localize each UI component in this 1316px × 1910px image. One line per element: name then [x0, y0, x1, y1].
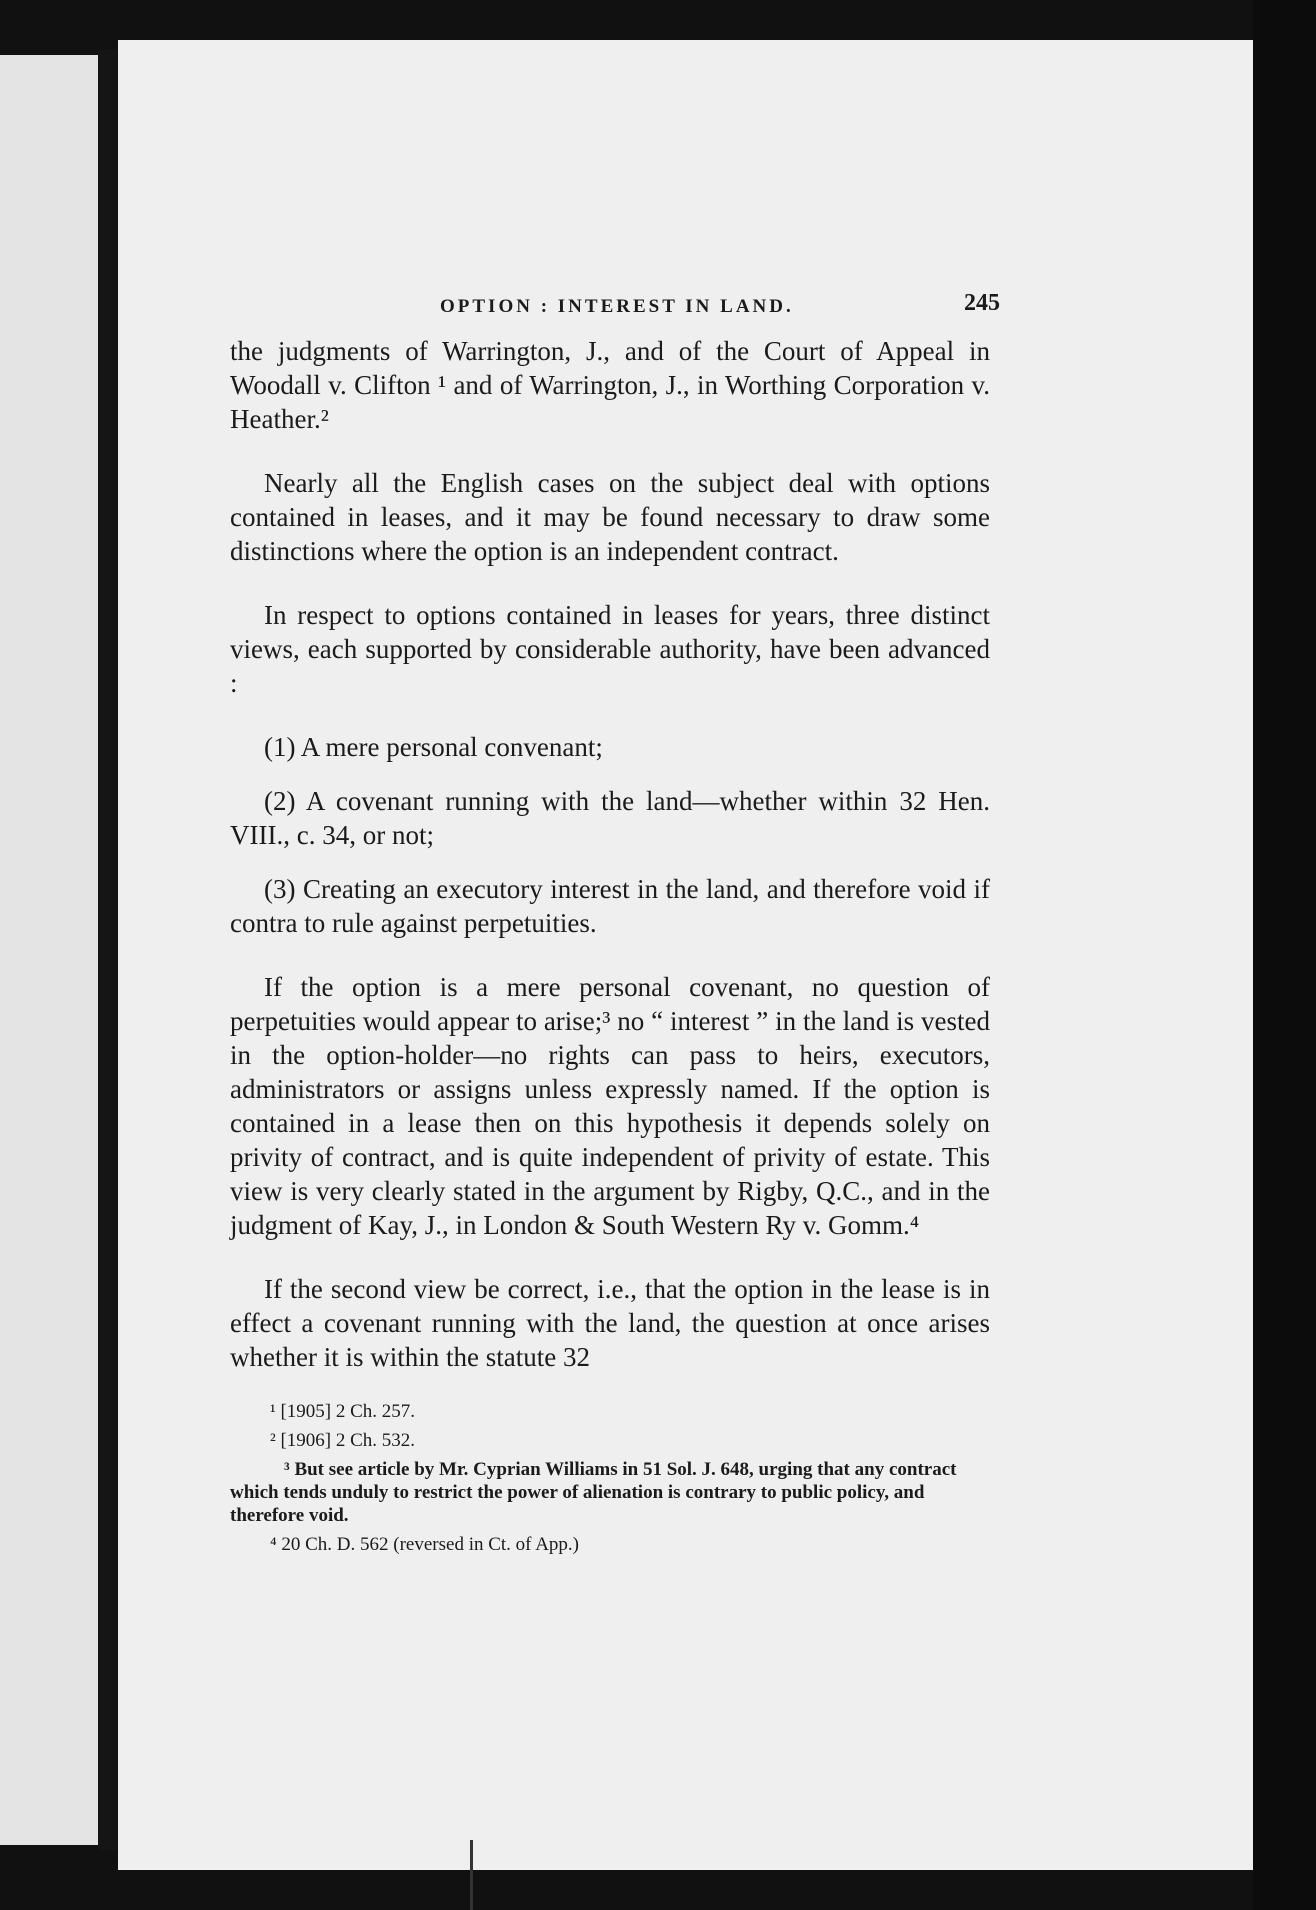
list-item-1: (1) A mere personal convenant;	[264, 732, 603, 762]
paragraph-1: the judgments of Warrington, J., and of the Court of Appeal in Woodall v. Clifton ¹ and of Warrington, J., in Worthing Corporation v. Heather.²	[230, 336, 990, 434]
paragraph-3: In respect to options contained in leases for years, three distinct views, each supported by considerable authority, have been advanced :	[230, 600, 990, 698]
footnote-4: ⁴ 20 Ch. D. 562 (reversed in Ct. of App.)	[270, 1534, 580, 1555]
running-head	[230, 290, 1000, 334]
paragraph-4: If the option is a mere personal covenant, no question of perpetuities would appear to arise;³ no “ interest ” in the land is vested in the option-holder—no rights can pass to heirs, executors, administrators or assigns unless expressly named. If the option is contained in a lease then on this hypothesis it depends solely on privity of contract, and is quite independent of privity of estate. This view is very clearly stated in the argument by Rigby, Q.C., and in the judgment of Kay, J., in London & South Western Ry v. Gomm.⁴	[230, 972, 990, 1240]
scan-artifact	[470, 1840, 473, 1910]
paragraph-2: Nearly all the English cases on the subject deal with options contained in leases, and it may be found necessary to draw some distinctions where the option is an independent contract.	[230, 468, 990, 566]
right-page-edge	[1253, 0, 1316, 1910]
page-content	[230, 290, 1000, 1562]
footnote-3: ³ But see article by Mr. Cyprian Williams in 51 Sol. J. 648, urging that any contract which tends unduly to restrict the power of alienation is contrary to public policy, and therefore void.	[230, 1459, 957, 1526]
list-item-3: (3) Creating an executory interest in the land, and therefore void if contra to rule against perpetuities.	[230, 874, 990, 938]
footnotes	[230, 1400, 990, 1556]
paragraph-5: If the second view be correct, i.e., that the option in the lease is in effect a covenant running with the land, the question at once arises whether it is within the statute 32	[230, 1274, 990, 1372]
running-title: OPTION : INTEREST IN LAND.	[440, 296, 794, 317]
left-page-fragment	[0, 55, 98, 1845]
footnote-1: ¹ [1905] 2 Ch. 257.	[270, 1401, 416, 1422]
book-page	[118, 40, 1253, 1870]
footnote-2: ² [1906] 2 Ch. 532.	[270, 1430, 416, 1451]
page-number: 245	[964, 290, 1000, 316]
list-item-2: (2) A covenant running with the land—whether within 32 Hen. VIII., c. 34, or not;	[230, 786, 990, 850]
binding-gutter	[98, 50, 118, 1850]
